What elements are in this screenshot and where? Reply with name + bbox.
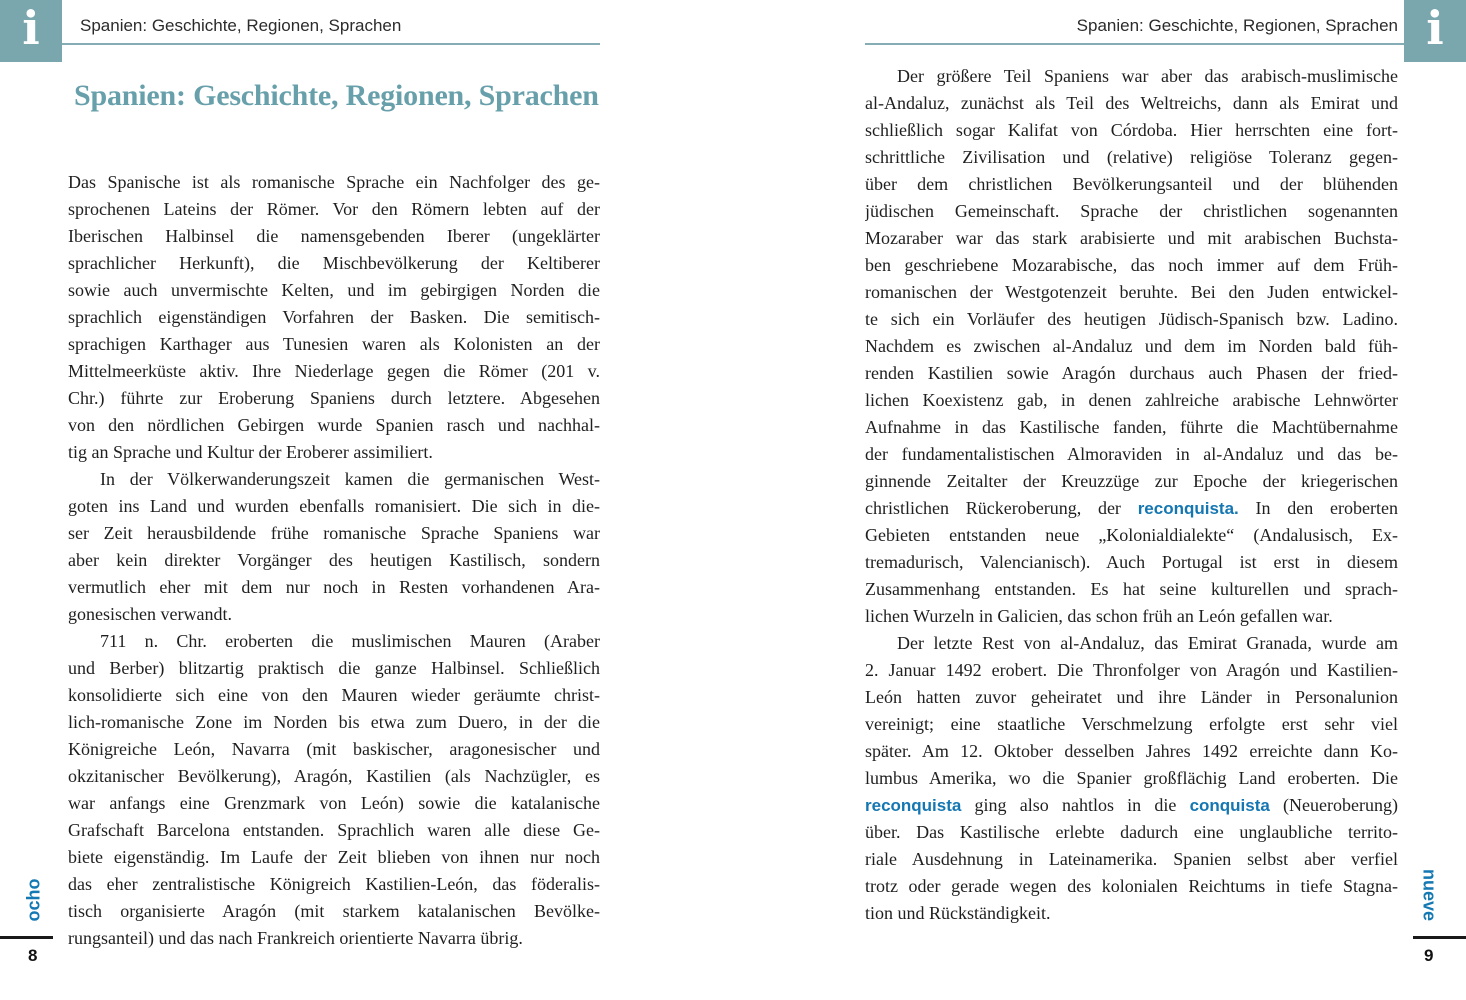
text-line: te sich ein Vorläufer des heutigen Jüdisch-Spanisch bzw. Ladino. [865,309,1398,329]
text-line: tion und Rückständigkeit. [865,903,1051,923]
text-line: Der größere Teil Spaniens war aber das arabisch-muslimische [897,66,1398,86]
text-line: und Berber) blitzartig praktisch die ganze Halbinsel. Schließlich [68,658,600,678]
text-line: das eher zentralistische Königreich Kastilien-León, das föderalis- [68,874,600,894]
page-8-text-column [68,169,600,952]
text-line: Iberischen Halbinsel die namensgebenden Iberer (ungeklärter [68,226,600,246]
keyword-highlight: reconquista [865,796,962,815]
page-9-text-column [865,63,1398,927]
text-line: der fundamentalistischen Almoraviden in al-Andaluz und das be- [865,444,1398,464]
text-line: Nachdem es zwischen al-Andaluz und dem im Norden bald füh- [865,336,1398,356]
text-line: jüdischen Gemeinschaft. Sprache der christlichen sogenannten [865,201,1398,221]
running-header-right: Spanien: Geschichte, Regionen, Sprachen [1076,16,1398,35]
info-icon: i [1426,1,1444,55]
text-line: Grafschaft Barcelona entstanden. Sprachlich waren alle diese Ge- [68,820,600,840]
text-line: lich-romanische Zone im Norden bis etwa zum Duero, in der die [68,712,600,732]
text-line: aber kein direkter Vorgänger des heutigen Kastilisch, sondern [68,550,600,570]
text-line: ser Zeit herausbildende frühe romanische Sprache Spaniens war [68,523,600,543]
header-rule-right [865,43,1404,45]
text-line: Mozaraber war das stark arabisierte und mit arabischen Buchsta- [865,228,1398,248]
text-line: biete eigenständig. Im Laufe der Zeit blieben von ihnen nur noch [68,847,600,867]
text-line: sowie auch unvermischte Kelten, und im gebirgigen Norden die [68,280,600,300]
info-box-right [1404,0,1466,62]
text-line: Gebieten entstanden neue „Kolonialdialekte“ (Andalusisch, Ex- [865,525,1398,545]
text-line: sprachlicher Herkunft), die Mischbevölkerung der Keltiberer [68,253,600,273]
text-line: Mittelmeerküste aktiv. Ihre Niederlage gegen die Römer (201 v. [68,361,600,381]
text-line: ben geschriebene Mozarabische, das noch immer auf dem Früh- [865,255,1398,275]
text-line: sprachlich eigenständigen Vorfahren der Basken. Die semitisch- [68,307,600,327]
text-line: In der Völkerwanderungszeit kamen die germanischen West- [100,469,600,489]
margin-word-nueve: nueve [1419,868,1440,922]
text-line: vereinigt; eine staatliche Verschmelzung erfolgte erst sehr viel [865,714,1398,734]
text-line: christlichen Rückeroberung, der reconquista. In den eroberten [865,498,1398,518]
margin-word-ocho: ocho [23,878,44,922]
text-line: tisch organisierte Aragón (mit starkem katalanischen Bevölke- [68,901,600,921]
text-line: ginnende Zeitalter der Kreuzzüge zur Epoche der kriegerischen [865,471,1398,491]
info-box-left [0,0,62,62]
text-line: al-Andaluz, zunächst als Teil des Weltreichs, dann als Emirat und [865,93,1398,113]
text-line: trotz oder gerade wegen des kolonialen Reichtums in tiefe Stagna- [865,876,1398,896]
text-line: lumbus Amerika, wo die Spanier großflächig Land eroberten. Die [865,768,1398,788]
text-line: sprochenen Lateins der Römer. Vor den Römern lebten auf der [68,199,600,219]
text-line: Aufnahme in das Kastilische fanden, führte die Machtübernahme [865,417,1398,437]
page-number-8: 8 [28,946,38,965]
text-line: 2. Januar 1492 erobert. Die Thronfolger von Aragón und Kastilien- [865,660,1398,680]
text-line: Zusammenhang entstanden. Es hat seine kulturellen und sprach- [865,579,1398,599]
text-line: goten ins Land und wurden ebenfalls romanisiert. Die sich in die- [68,496,600,516]
text-line: Das Spanische ist als romanische Sprache ein Nachfolger des ge- [68,172,600,192]
text-line: rungsanteil) und das nach Frankreich orientierte Navarra übrig. [68,928,523,948]
footer-rule-left [0,936,53,939]
text-line: León hatten zuvor geheiratet und ihre Länder in Personalunion [865,687,1398,707]
text-line: reconquista ging also nahtlos in die conquista (Neueroberung) [865,795,1398,815]
text-line: 711 n. Chr. eroberten die muslimischen Mauren (Araber [100,631,600,651]
text-line: romanischen der Westgotenzeit beruhte. Bei den Juden entwickel- [865,282,1398,302]
text-line: über. Das Kastilische erlebte dadurch eine unglaubliche territo- [865,822,1398,842]
text-line: vermutlich eher mit dem nur noch in Resten vorhandenen Ara- [68,577,600,597]
info-icon: i [22,1,40,55]
text-line: riale Ausdehnung in Lateinamerika. Spanien selbst aber verfiel [865,849,1398,869]
text-line: über dem christlichen Bevölkerungsanteil und der blühenden [865,174,1398,194]
text-line: von den nördlichen Gebirgen wurde Spanien rasch und nachhal- [68,415,600,435]
footer-rule-right [1413,936,1466,939]
text-line: lichen Wurzeln in Galicien, das schon früh an León gefallen war. [865,606,1333,626]
text-line: Chr.) führte zur Eroberung Spaniens durch letztere. Abgesehen [68,388,600,408]
text-line: okzitanischer Bevölkerung), Aragón, Kastilien (als Nachzügler, es [68,766,600,786]
text-line: tremadurisch, Valencianisch). Auch Portugal ist erst in diesem [865,552,1398,572]
text-line: Der letzte Rest von al-Andaluz, das Emirat Granada, wurde am [897,633,1398,653]
keyword-highlight: reconquista. [1137,499,1239,518]
text-line: gonesischen verwandt. [68,604,232,624]
keyword-highlight: conquista [1189,796,1270,815]
text-line: schließlich sogar Kalifat von Córdoba. Hier herrschten eine fort- [865,120,1398,140]
text-line: tig an Sprache und Kultur der Eroberer assimiliert. [68,442,433,462]
text-line: konsolidierte sich eine von den Mauren wieder geräumte christ- [68,685,600,705]
running-header-left: Spanien: Geschichte, Regionen, Sprachen [80,16,402,35]
text-line: sprachigen Karthager aus Tunesien waren als Kolonisten an der [68,334,600,354]
text-line: später. Am 12. Oktober desselben Jahres 1492 erreichte dann Ko- [865,741,1398,761]
text-line: lichen Koexistenz gab, in denen zahlreiche arabische Lehnwörter [865,390,1398,410]
text-line: Königreiche León, Navarra (mit baskischer, aragonesischer und [68,739,600,759]
header-rule-left [62,43,600,45]
page-number-9: 9 [1424,946,1434,965]
text-line: renden Kastilien sowie Aragón durchaus auch Phasen der fried- [865,363,1398,383]
page-title: Spanien: Geschichte, Regionen, Sprachen [74,79,599,112]
text-line: schrittliche Zivilisation und (relative) religiöse Toleranz gegen- [865,147,1398,167]
text-line: war anfangs eine Grenzmark von León) sowie die katalanische [68,793,600,813]
